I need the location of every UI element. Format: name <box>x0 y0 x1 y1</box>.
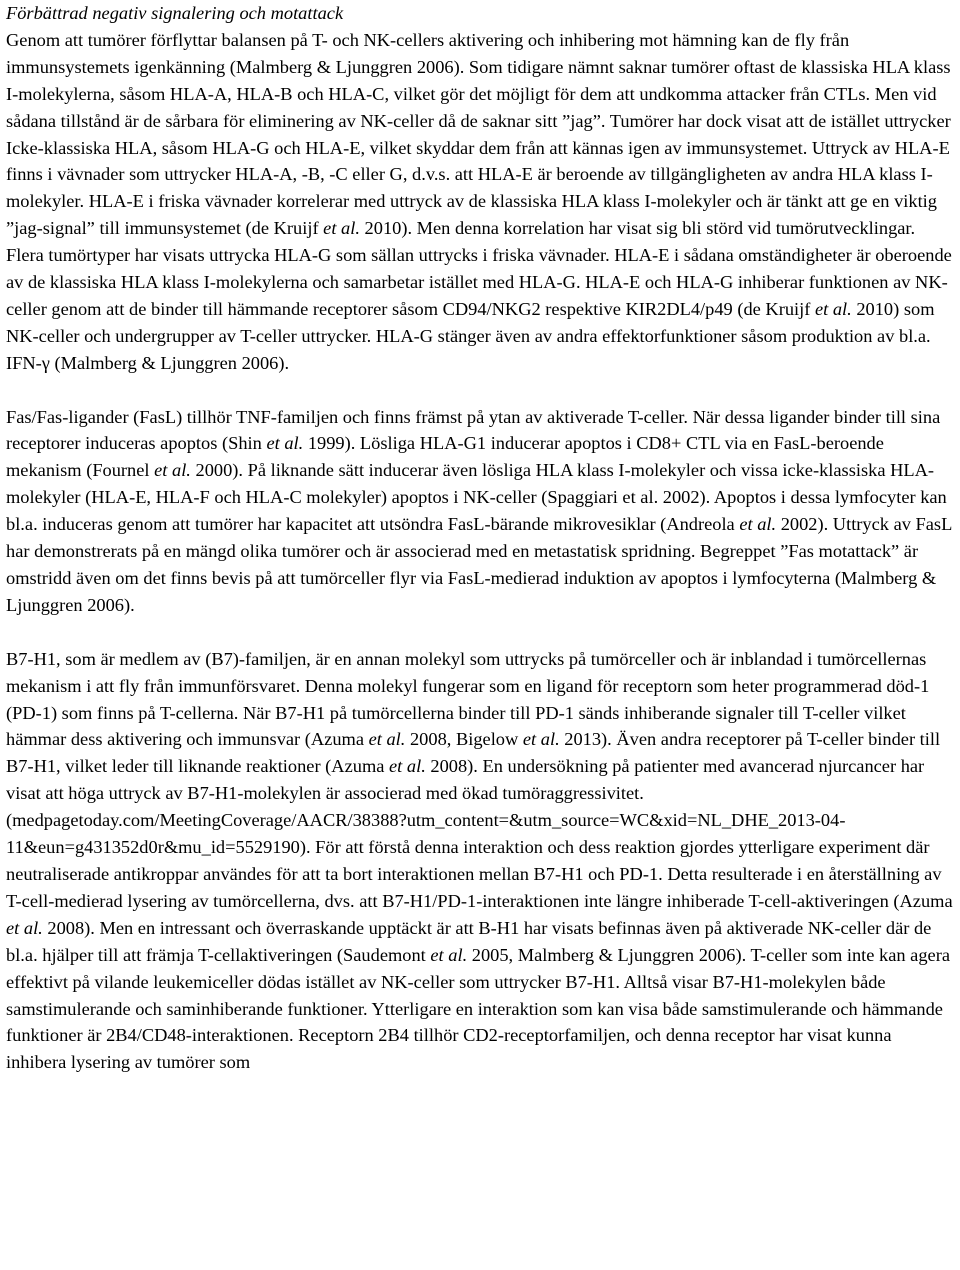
section-heading: Förbättrad negativ signalering och motattack <box>6 3 344 23</box>
paragraph-fas-ligand: Fas/Fas-ligander (FasL) tillhör TNF-familjen och finns främst på ytan av aktiverade T-celler. När dessa ligander binder till sina receptorer induceras apoptos (Shin et al. 1999). Lösliga HLA-G1 inducerar apoptos i CD8+ CTL via en FasL-beroende mekanism (Fournel et al. 2000). På liknande sätt inducerar även lösliga HLA klass I-molekyler och vissa icke-klassiska HLA-molekyler (HLA-E, HLA-F och HLA-C molekyler) apoptos i NK-celler (Spaggiari et al. 2002). Apoptos i dessa lymfocyter kan bl.a. induceras genom att tumörer har kapacitet att utsöndra FasL-bärande mikrovesiklar (Andreola et al. 2002). Uttryck av FasL har demonstrerats på en mängd olika tumörer och är associerad med en metastatisk spridning. Begreppet ”Fas motattack” är omstridd även om det finns bevis på att tumörceller flyr via FasL-medierad induktion av apoptos i lymfocyterna (Malmberg & Ljunggren 2006). <box>6 406 952 615</box>
paragraph-b7-h1: B7-H1, som är medlem av (B7)-familjen, är en annan molekyl som uttrycks på tumörceller och är inblandad i tumörcellernas mekanism i att fly från immunförsvaret. Denna molekyl fungerar som en ligand för receptorn som heter programmerad död-1 (PD-1) som finns på T-cellerna. När B7-H1 på tumörcellerna binder till PD-1 sänds inhiberande signaler till T-celler vilket hämmar dess aktivering och immunsvar (Azuma et al. 2008, Bigelow et al. 2013). Även andra receptorer på T-celler binder till B7-H1, vilket leder till liknande reaktioner (Azuma et al. 2008). En undersökning på patienter med avancerad njurcancer har visat att höga uttryck av B7-H1-molekylen är associerad med ökad tumöraggressivitet. (medpagetoday.com/MeetingCoverage/AACR/38388?utm_content=&utm_source=WC&xid=NL_DHE_2013-04-11&eun=g431352d0r&mu_id=5529190). För att förstå denna interaktion och dess reaktion gjordes ytterligare experiment där neutraliserade antikroppar användes för att ta bort interaktionen mellan B7-H1 och PD-1. Detta resulterade i en återställning av T-cell-medierad lysering av tumörcellerna, dvs. att B7-H1/PD-1-interaktionen inte längre inhiberade T-cell-aktiveringen (Azuma et al. 2008). Men en intressant och överraskande upptäckt är att B-H1 har visats befinnas även på aktiverade NK-celler där de bl.a. hjälper till att främja T-cellaktiveringen (Saudemont et al. 2005, Malmberg & Ljunggren 2006). T-celler som inte kan agera effektivt på vilande leukemiceller dödas istället av NK-celler som uttrycker B7-H1. Alltså visar B7-H1-molekylen både samstimulerande och saminhiberande funktioner. Ytterligare en interaktion som kan visa både samstimulerande och hämmande funktioner är 2B4/CD48-interaktionen. Receptorn 2B4 tillhör CD2-receptorfamiljen, och denna receptor har visat kunna inhibera lysering av tumörer som <box>6 648 953 1073</box>
paragraph-hla-signaling: Genom att tumörer förflyttar balansen på T- och NK-cellers aktivering och inhibering mot hämning kan de fly från immunsystemets igenkänning (Malmberg & Ljunggren 2006). Som tidigare nämnt saknar tumörer oftast de klassiska HLA klass I-molekylerna, såsom HLA-A, HLA-B och HLA-C, vilket gör det möjligt för dem att undkomma attacker från CTLs. Men vid sådana tillstånd är de sårbara för eliminering av NK-celler då de saknar sitt ”jag”. Tumörer har dock visat att de istället uttrycker Icke-klassiska HLA, såsom HLA-G och HLA-E, vilket skyddar dem från att kännas igen av immunsystemet. Uttryck av HLA-E finns i vävnader som uttrycker HLA-A, -B, -C eller G, d.v.s. att HLA-E är beroende av tillgängligheten av andra HLA klass I-molekyler. HLA-E i friska vävnader korrelerar med uttryck av de klassiska HLA klass I-molekyler och är tänkt att ge en viktig ”jag-signal” till immunsystemet (de Kruijf et al. 2010). Men denna korrelation har visat sig bli störd vid tumörutvecklingar. Flera tumörtyper har visats uttrycka HLA-G som sällan uttrycks i friska vävnader. HLA-E i sådana omständigheter är oberoende av de klassiska HLA klass I-molekylerna och samarbetar istället med HLA-G. HLA-E och HLA-G inhiberar funktionen av NK-celler genom att de binder till hämmande receptorer såsom CD94/NKG2 respektive KIR2DL4/p49 (de Kruijf et al. 2010) som NK-celler och undergrupper av T-celler uttrycker. HLA-G stänger även av andra effektorfunktioner såsom produktion av bl.a. IFN-γ (Malmberg & Ljunggren 2006). <box>6 29 952 373</box>
